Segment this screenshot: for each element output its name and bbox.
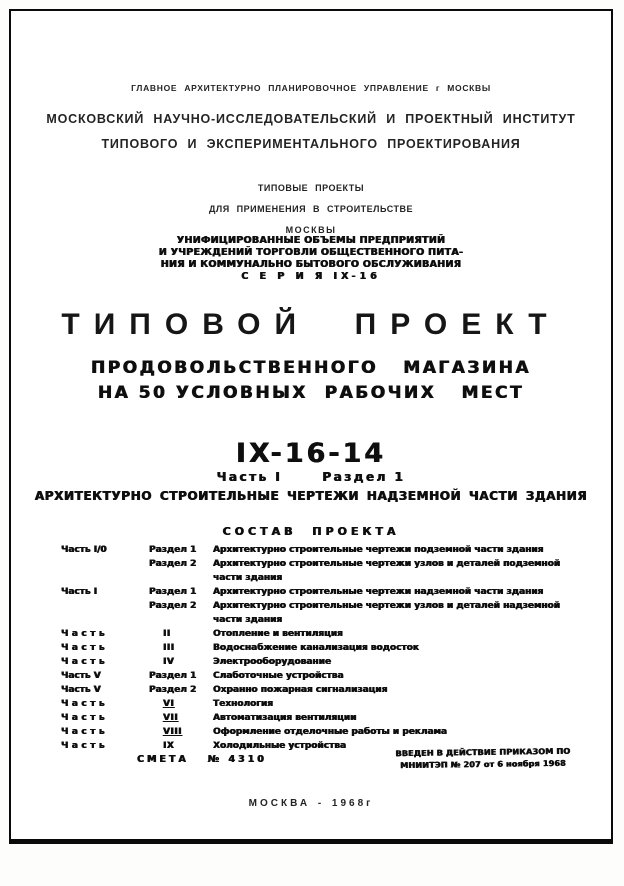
composition-row	[61, 655, 589, 669]
composition-row	[61, 543, 589, 557]
row-section: Раздел 1	[149, 671, 197, 681]
row-text: Холодильные устройства	[213, 741, 347, 751]
footer-city-year: МОСКВА - 1968г	[248, 798, 374, 809]
composition-heading: СОСТАВ ПРОЕКТА	[222, 525, 400, 538]
row-text: Охранно пожарная сигнализация	[213, 685, 388, 695]
row-part: Часть	[61, 629, 109, 639]
row-text: Электрооборудование	[213, 657, 332, 667]
row-part: Часть	[61, 657, 109, 667]
institute-name	[11, 107, 611, 157]
composition-row	[61, 725, 589, 739]
row-text: Водоснабжение канализация водосток	[213, 643, 419, 653]
row-section: VIII	[163, 727, 183, 737]
institute-line-1: МОСКОВСКИЙ НАУЧНО-ИССЛЕДОВАТЕЛЬСКИЙ И ПРОЕКТНЫЙ ИНСТИТУТ	[46, 112, 576, 126]
row-part: Часть	[61, 699, 109, 709]
row-part: Часть	[61, 727, 109, 737]
approval-stamp	[379, 746, 587, 772]
row-text: Слаботочные устройства	[213, 671, 344, 681]
part-subtitle: АРХИТЕКТУРНО СТРОИТЕЛЬНЫЕ ЧЕРТЕЖИ НАДЗЕМНОЙ ЧАСТИ ЗДАНИЯ	[34, 489, 588, 503]
row-text: Архитектурно строительные чертежи надземной части здания	[213, 587, 544, 597]
approval-line-1: ВВЕДЕН В ДЕЙСТВИЕ ПРИКАЗОМ ПО	[395, 746, 571, 759]
row-section: Раздел 2	[149, 601, 197, 611]
row-text: Технология	[213, 699, 274, 709]
composition-row	[61, 669, 589, 683]
row-part: Часть V	[61, 685, 101, 695]
row-part: Часть	[61, 741, 109, 751]
row-section: II	[163, 629, 171, 639]
composition-row	[61, 697, 589, 711]
row-text: Оформление отделочные работы и реклама	[213, 727, 447, 737]
row-text: Архитектурно строительные чертежи узлов и деталей подземной части здания	[213, 559, 561, 583]
series-stamp-line-1: УНИФИЦИРОВАННЫЕ ОБЪЕМЫ ПРЕДПРИЯТИЙ	[176, 235, 446, 246]
row-text: Автоматизация вентиляции	[213, 713, 357, 723]
composition-row	[61, 627, 589, 641]
row-section: VII	[163, 713, 179, 723]
institute-line-2: ТИПОВОГО И ЭКСПЕРИМЕНТАЛЬНОГО ПРОЕКТИРОВАНИЯ	[101, 137, 521, 151]
composition-list	[61, 543, 589, 767]
row-part: Часть I	[61, 587, 98, 597]
composition-row	[61, 599, 589, 627]
composition-row	[61, 683, 589, 697]
series-stamp	[11, 235, 611, 283]
object-title-line-2: НА 50 УСЛОВНЫХ РАБОЧИХ МЕСТ	[97, 383, 525, 403]
row-section: Раздел 1	[149, 545, 197, 555]
composition-row	[61, 585, 589, 599]
row-part: Часть V	[61, 671, 101, 681]
page-border-frame	[9, 9, 613, 844]
part-section-line: Часть I Раздел 1	[216, 470, 406, 484]
series-note-line-3: МОСКВЫ	[285, 225, 337, 235]
composition-row	[61, 557, 589, 585]
row-text: Архитектурно строительные чертежи подземной части здания	[213, 545, 544, 555]
row-part: Часть	[61, 713, 109, 723]
series-stamp-line-2: И УЧРЕЖДЕНИЙ ТОРГОВЛИ ОБЩЕСТВЕННОГО ПИТА-	[158, 247, 464, 258]
object-title-line-1: ПРОДОВОЛЬСТВЕННОГО МАГАЗИНА	[90, 358, 532, 378]
composition-row	[61, 711, 589, 725]
project-code: IX-16-14	[235, 438, 387, 469]
row-section: IV	[163, 657, 175, 667]
estimate-line: СМЕТА № 4310	[137, 754, 267, 765]
row-text: Архитектурно строительные чертежи узлов и деталей надземной части здания	[213, 601, 561, 625]
row-part: Часть I/0	[61, 545, 107, 555]
series-stamp-line-4: С Е Р И Я IX-16	[241, 271, 381, 282]
approval-line-2: МНИИТЭП № 207 от 6 ноября 1968	[400, 758, 566, 770]
department-name: ГЛАВНОЕ АРХИТЕКТУРНО ПЛАНИРОВОЧНОЕ УПРАВЛЕНИЕ г МОСКВЫ	[131, 83, 491, 93]
row-section: Раздел 1	[149, 587, 197, 597]
composition-row	[61, 641, 589, 655]
series-stamp-line-3: НИЯ И КОММУНАЛЬНО БЫТОВОГО ОБСЛУЖИВАНИЯ	[160, 259, 462, 270]
row-section: Раздел 2	[149, 685, 197, 695]
series-note-line-2: ДЛЯ ПРИМЕНЕНИЯ В СТРОИТЕЛЬСТВЕ	[208, 204, 414, 214]
row-section: VI	[163, 699, 175, 709]
row-section: IX	[163, 741, 175, 751]
row-part: Часть	[61, 643, 109, 653]
row-section: III	[163, 643, 175, 653]
row-text: Отопление и вентиляция	[213, 629, 343, 639]
row-section: Раздел 2	[149, 559, 197, 569]
series-note-line-1: ТИПОВЫЕ ПРОЕКТЫ	[257, 183, 365, 193]
document-title: ТИПОВОЙ ПРОЕКТ	[61, 308, 561, 341]
